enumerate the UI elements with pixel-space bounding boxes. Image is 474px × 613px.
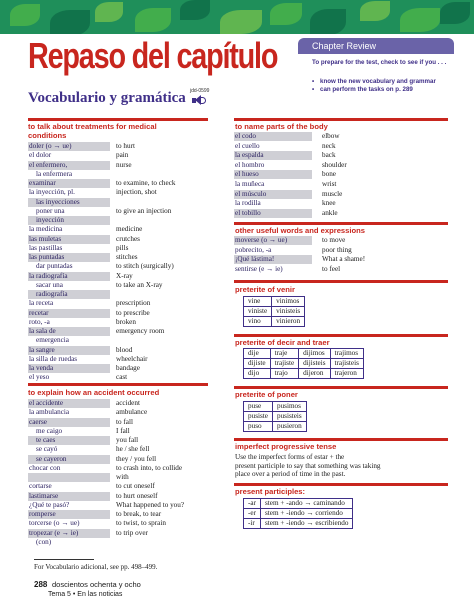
section-rule xyxy=(28,118,208,121)
spanish-term: la ambulancia xyxy=(29,408,70,417)
section-rule xyxy=(234,118,448,121)
section-rule xyxy=(28,383,208,386)
chapter-review-tab: Chapter Review xyxy=(298,38,454,54)
spanish-term: el músculo xyxy=(234,190,312,199)
spanish-term: el accidente xyxy=(28,399,110,408)
spanish-term: se cayó xyxy=(36,445,58,454)
spanish-term: la enfermera xyxy=(36,169,73,178)
table-cell: pusiste xyxy=(244,412,273,422)
english-meaning: medicine xyxy=(116,225,143,234)
table-cell: -ar xyxy=(244,499,261,509)
table-cell: dijeron xyxy=(299,369,330,379)
banner-leaf xyxy=(180,0,210,20)
english-meaning: prescription xyxy=(116,299,151,308)
footnote-rule xyxy=(34,559,94,560)
spanish-term: la rodilla xyxy=(235,199,261,208)
spanish-term: la radiografía xyxy=(28,272,110,281)
spanish-term: chocar con xyxy=(29,463,61,472)
spanish-term: la inyección, pl. xyxy=(29,188,75,197)
spanish-term: el tobillo xyxy=(234,209,312,218)
conjugation-table-decir-traer xyxy=(243,348,364,379)
spanish-term: las inyecciones xyxy=(28,198,110,207)
english-meaning: to prescribe xyxy=(116,308,150,317)
table-cell: trajisteis xyxy=(330,359,363,369)
spanish-term: el yeso xyxy=(29,373,50,382)
spanish-term: examinar xyxy=(28,179,110,188)
table-cell: dijiste xyxy=(244,359,271,369)
english-meaning: stitches xyxy=(116,253,138,261)
table-row xyxy=(244,402,307,412)
spanish-term: la sala de xyxy=(28,327,110,336)
banner-leaf xyxy=(310,9,346,34)
spanish-term: el hombro xyxy=(235,160,265,169)
english-meaning: ambulance xyxy=(116,408,148,417)
spanish-term: la muñeca xyxy=(235,180,265,188)
spanish-term: la espalda xyxy=(234,151,312,160)
spanish-term: caerse xyxy=(28,418,110,427)
spanish-term: inyección xyxy=(28,216,110,225)
section-heading-body: to name parts of the body xyxy=(235,122,328,131)
spanish-term: pobrecito, -a xyxy=(235,245,272,254)
spanish-term: el hueso xyxy=(234,170,312,179)
english-meaning: he / she fell xyxy=(116,445,150,454)
chapter-review-list xyxy=(312,78,452,94)
table-cell: dije xyxy=(244,349,271,359)
spanish-term: las muletas xyxy=(28,235,110,244)
spanish-term: la venda xyxy=(28,364,110,373)
section-rule xyxy=(234,438,448,441)
table-cell: puse xyxy=(244,402,273,412)
table-cell: vine xyxy=(244,297,272,307)
table-cell: -ir xyxy=(244,519,261,529)
decorative-banner xyxy=(0,0,474,34)
spanish-term: el dolor xyxy=(29,151,52,160)
section-rule xyxy=(234,483,448,486)
spanish-term xyxy=(28,473,110,482)
english-meaning: I fall xyxy=(116,426,130,435)
spanish-term: lastimarse xyxy=(28,492,110,501)
table-row xyxy=(244,509,353,519)
english-meaning: ankle xyxy=(322,208,338,217)
chapter-review-intro: To prepare for the test, check to see if you . . . xyxy=(312,59,447,66)
english-meaning: to examine, to check xyxy=(116,179,176,187)
speaker-icon[interactable] xyxy=(192,95,206,106)
section-rule xyxy=(234,222,448,225)
banner-leaf xyxy=(95,2,123,22)
table-row xyxy=(244,359,364,369)
spanish-term: ¡Qué lástima! xyxy=(234,255,312,264)
section-heading-decir-traer: preterite of decir and traer xyxy=(235,338,330,347)
participles-table xyxy=(243,498,353,529)
section-rule xyxy=(234,386,448,389)
footnote: For Vocabulario adicional, see pp. 498–499. xyxy=(34,563,158,571)
table-cell: -er xyxy=(244,509,261,519)
chapter-review-box xyxy=(298,38,454,115)
english-meaning: knee xyxy=(322,199,336,208)
english-meaning: cast xyxy=(116,373,128,382)
table-row xyxy=(244,349,364,359)
english-meaning: you fall xyxy=(116,436,139,444)
english-meaning: bandage xyxy=(116,364,140,372)
spanish-term: las pastillas xyxy=(29,243,63,252)
english-meaning: with xyxy=(116,473,129,481)
english-meaning: to stitch (surgically) xyxy=(116,262,174,271)
spanish-term: ¿Qué te pasó? xyxy=(29,500,70,509)
spanish-term: (con) xyxy=(36,537,52,546)
table-cell: stem + -iendo → escribiendo xyxy=(260,519,353,529)
banner-leaf xyxy=(360,1,390,21)
spanish-term: sacar una xyxy=(36,280,63,289)
english-meaning: X-ray xyxy=(116,271,133,280)
table-cell: pusieron xyxy=(272,422,306,432)
banner-leaf xyxy=(135,8,171,32)
english-meaning: broken xyxy=(116,317,136,326)
page-number: 288 xyxy=(34,580,48,589)
page-title: Repaso del capítulo xyxy=(28,35,278,76)
english-meaning: back xyxy=(322,151,336,160)
english-meaning: wheelchair xyxy=(116,354,148,363)
spanish-term: la receta xyxy=(29,299,54,308)
table-cell: stem + -iendo → corriendo xyxy=(260,509,353,519)
table-cell: dijo xyxy=(244,369,271,379)
spanish-term: radiografía xyxy=(28,290,110,299)
english-meaning: blood xyxy=(116,345,133,354)
section-heading-treatments xyxy=(28,122,208,140)
table-row xyxy=(244,317,305,327)
spanish-term: la medicina xyxy=(29,225,63,234)
table-cell: trajeron xyxy=(330,369,363,379)
spanish-term: tropezar (e → ie) xyxy=(28,529,110,538)
table-row xyxy=(244,297,305,307)
spanish-term: romperse xyxy=(28,510,110,519)
spanish-term: el enfermero, xyxy=(28,161,110,170)
banner-leaf xyxy=(220,10,262,34)
english-meaning: What happened to you? xyxy=(116,500,185,509)
english-meaning: to feel xyxy=(322,264,341,273)
table-cell: vinisteis xyxy=(272,307,305,317)
english-meaning: to hurt xyxy=(116,142,135,150)
progressive-note xyxy=(235,453,449,479)
table-cell: vinimos xyxy=(272,297,305,307)
heading-line: conditions xyxy=(28,131,67,140)
table-cell: traje xyxy=(270,349,299,359)
spanish-term: el cuello xyxy=(235,141,260,150)
table-cell: vinieron xyxy=(272,317,305,327)
english-meaning: elbow xyxy=(322,132,340,140)
spanish-term: la silla de ruedas xyxy=(29,354,78,363)
page-number-spelled: doscientos ochenta y ocho xyxy=(52,580,141,589)
table-cell: dijisteis xyxy=(299,359,330,369)
english-meaning: they / you fell xyxy=(116,454,157,463)
note-line: Use the imperfect forms of estar + the xyxy=(235,453,345,461)
english-meaning: poor thing xyxy=(322,245,352,254)
note-line: present participle to say that something was taking xyxy=(235,461,381,470)
english-meaning: pain xyxy=(116,151,129,160)
english-meaning: What a shame! xyxy=(322,255,366,264)
english-meaning: to crash into, to collide xyxy=(116,463,183,472)
table-cell: pusimos xyxy=(272,402,306,412)
table-row xyxy=(244,412,307,422)
spanish-term: cortarse xyxy=(29,482,52,491)
english-meaning: shoulder xyxy=(322,160,347,169)
english-meaning: muscle xyxy=(322,189,343,198)
table-cell: trajo xyxy=(270,369,299,379)
banner-leaf xyxy=(10,4,40,26)
spanish-term: me caigo xyxy=(36,426,63,435)
section-heading-other: other useful words and expressions xyxy=(235,226,365,235)
spanish-term: el codo xyxy=(234,132,312,141)
table-cell: viniste xyxy=(244,307,272,317)
heading-line: to talk about treatments for medical xyxy=(28,122,157,131)
spanish-term: recetar xyxy=(28,309,110,318)
spanish-term: moverse (o → ue) xyxy=(234,236,312,245)
english-meaning: to move xyxy=(322,236,346,244)
english-meaning: crutches xyxy=(116,234,140,243)
table-row xyxy=(244,307,305,317)
spanish-term: las puntadas xyxy=(28,253,110,262)
audio-code: jdd-0599 xyxy=(190,88,210,94)
banner-leaf xyxy=(400,8,440,32)
table-row xyxy=(244,519,353,529)
table-cell: stem + -ando → caminando xyxy=(260,499,353,509)
english-meaning: to hurt oneself xyxy=(116,491,158,500)
spanish-term: poner una xyxy=(36,206,65,215)
chapter-review-item: • know the new vocabulary and grammar xyxy=(312,78,452,86)
english-meaning: to trip over xyxy=(116,528,148,537)
table-cell: trajimos xyxy=(330,349,363,359)
table-row xyxy=(244,499,353,509)
english-meaning: to give an injection xyxy=(116,206,172,215)
table-cell: puso xyxy=(244,422,273,432)
english-meaning: to twist, to sprain xyxy=(116,519,166,528)
banner-leaf xyxy=(440,2,470,24)
spanish-term: dar puntadas xyxy=(36,262,73,271)
spanish-term: roto, -a xyxy=(29,317,50,326)
english-meaning: to break, to tear xyxy=(116,510,162,518)
spanish-term: se cayeron xyxy=(28,455,110,464)
table-cell: vino xyxy=(244,317,272,327)
spanish-term: doler (o → ue) xyxy=(28,142,110,151)
banner-leaf xyxy=(50,10,90,34)
table-row xyxy=(244,369,364,379)
banner-leaf xyxy=(270,3,302,25)
english-meaning: wrist xyxy=(322,180,337,188)
spanish-term: sentirse (e → ie) xyxy=(235,264,283,273)
page-subtitle: Vocabulario y gramática xyxy=(28,90,186,106)
table-row xyxy=(244,422,307,432)
english-meaning: neck xyxy=(322,141,336,150)
english-meaning: injection, shot xyxy=(116,188,157,197)
english-meaning: pills xyxy=(116,243,129,252)
english-meaning: nurse xyxy=(116,160,132,169)
section-heading-venir: preterite of venir xyxy=(235,285,295,294)
conjugation-table-poner xyxy=(243,401,307,432)
english-meaning: to fall xyxy=(116,417,133,426)
section-rule xyxy=(234,280,448,283)
section-heading-participles: present participles: xyxy=(235,487,306,496)
section-heading-progressive: imperfect progressive tense xyxy=(235,442,337,451)
section-heading-accident: to explain how an accident occurred xyxy=(28,388,160,397)
table-cell: trajiste xyxy=(270,359,299,369)
conjugation-table-venir xyxy=(243,296,305,327)
section-rule xyxy=(234,334,448,337)
spanish-term: te caes xyxy=(28,436,110,445)
table-cell: pusisteis xyxy=(272,412,306,422)
chapter-review-item: • can perform the tasks on p. 289 xyxy=(312,86,452,94)
english-meaning: accident xyxy=(116,399,140,407)
english-meaning: bone xyxy=(322,170,336,179)
spanish-term: la sangre xyxy=(28,346,110,355)
note-line: place over a period of time in the past. xyxy=(235,470,346,479)
section-heading-poner: preterite of poner xyxy=(235,390,298,399)
table-cell: dijimos xyxy=(299,349,330,359)
english-meaning: to take an X-ray xyxy=(116,280,163,289)
chapter-label: Tema 5 • En las noticias xyxy=(48,591,123,598)
spanish-term: torcerse (o → ue) xyxy=(29,519,80,528)
english-meaning: to cut oneself xyxy=(116,482,155,491)
spanish-term: emergencia xyxy=(36,336,69,345)
english-meaning: emergency room xyxy=(116,327,165,335)
